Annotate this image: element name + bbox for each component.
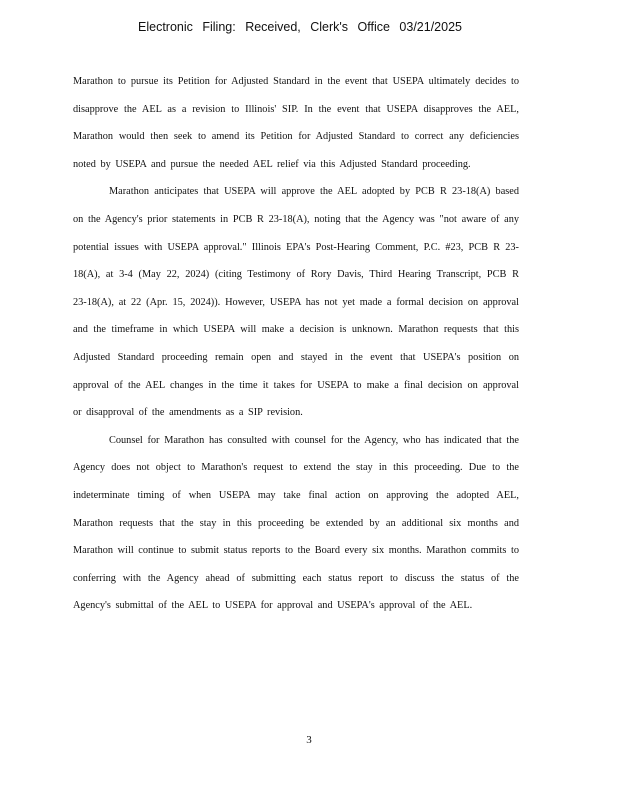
paragraph-usepa-approval: Marathon anticipates that USEPA will approve the AEL adopted by PCB R 23-18(A) based on the Agency's prior statements in PCB R 23-18(A), noting that the Agency was "not aware of any potential issues with USEPA approval." Illinois EPA's Post-Hearing Comment, P.C. #23, PCB R 23-18(A), at 3-4 (May 22, 2024) (citing Testimony of Rory Davis, Third Hearing Transcript, PCB R 23-18(A), at 22 (Apr. 15, 2024)). However, USEPA has not yet made a formal decision on approval and the timeframe in which USEPA will make a decision is unknown. Marathon requests that this Adjusted Standard proceeding remain open and stayed in the event that USEPA's position on approval of the AEL changes in the time it takes for USEPA to make a final decision on approval or disapproval of the amendments as a SIP revision. xyxy=(73,186,519,419)
page-number: 3 xyxy=(306,734,312,746)
paragraph-counsel-stay-request: Counsel for Marathon has consulted with counsel for the Agency, who has indicated that the Agency does not object to Marathon's request to extend the stay in this proceeding. Due to the indeterminate timing of when USEPA may take final action on approving the adopted AEL, Marathon requests that the stay in this proceeding be extended by an additional six months and Marathon will continue to submit status reports to the Board every six months. Marathon commits to conferring with the Agency ahead of submitting each status report to discuss the status of the Agency's submittal of the AEL to USEPA for approval and USEPA's approval of the AEL. xyxy=(73,434,519,612)
filing-stamp-header: Electronic Filing: Received, Clerk's Office 03/21/2025 xyxy=(138,20,462,34)
paragraph-continuation: Marathon to pursue its Petition for Adjusted Standard in the event that USEPA ultimately decides to disapprove the AEL as a revision to Illinois' SIP. In the event that USEPA disapproves the AEL, Marathon would then seek to amend its Petition for Adjusted Standard to correct any deficiencies noted by USEPA and pursue the needed AEL relief via this Adjusted Standard proceeding. xyxy=(73,76,519,170)
document-body xyxy=(73,68,519,620)
